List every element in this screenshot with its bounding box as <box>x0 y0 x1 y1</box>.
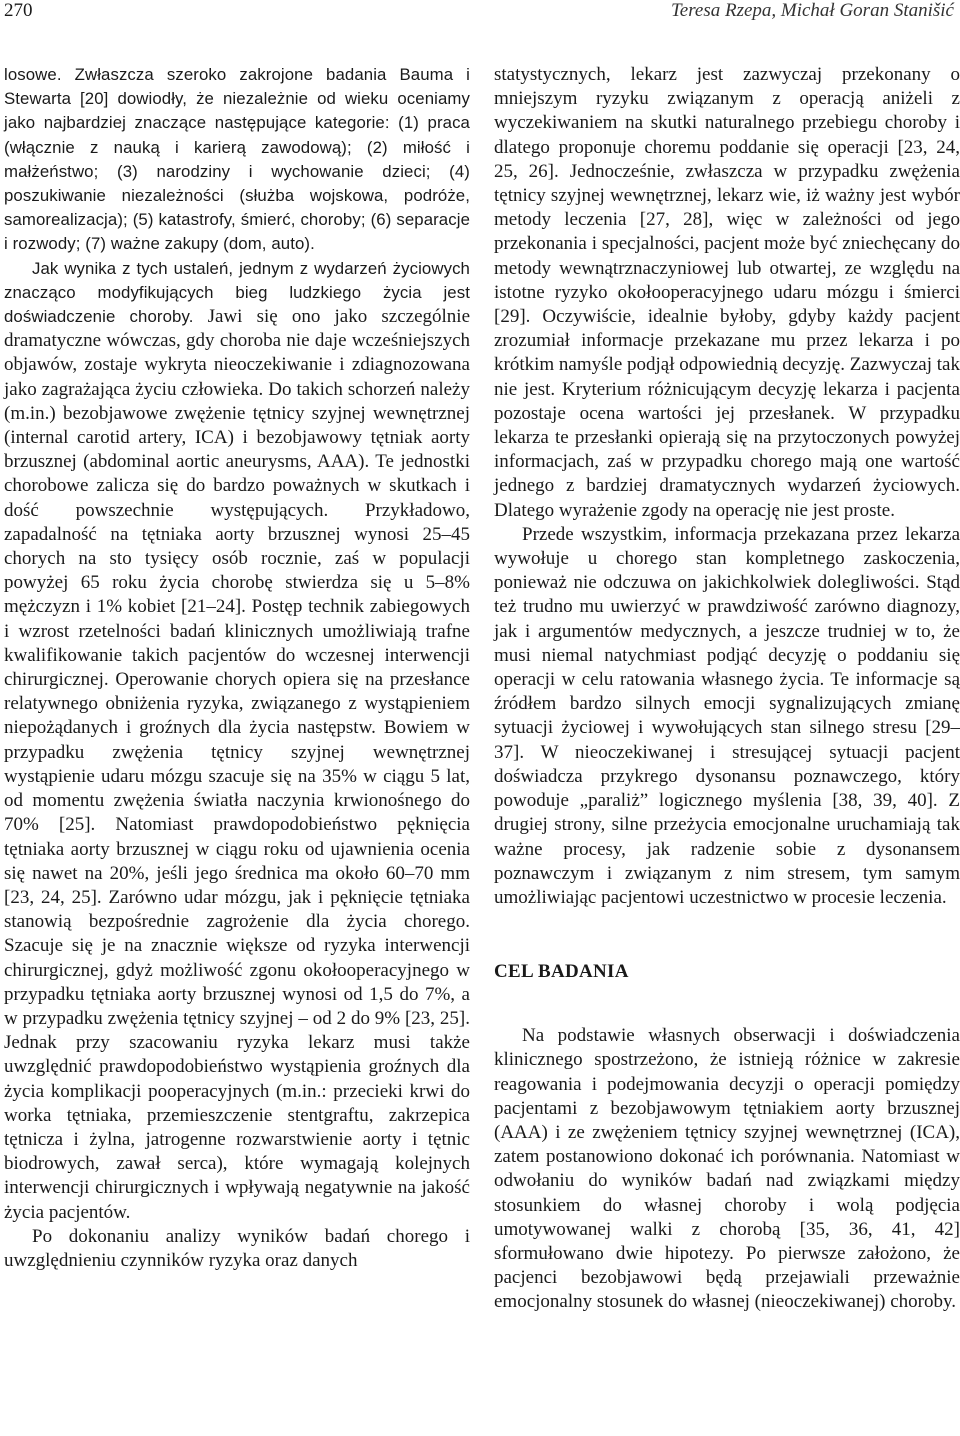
paragraph-patient-surprise: Przede wszystkim, informacja przekazana przez lekarza wywołuje u chorego stan kompletnego zaskoczenia, ponieważ nie odczuwa on jakichkolwiek dolegliwości. Stąd też trudno mu uwierzyć w prawdziwość zarówno diagnozy, jak i argumentów medycznych, a jeszcze trudniej w to, że musi niemal natychmiast podjąć decyzję o poddaniu się operacji w celu ratowania własnego życia. Te informacje są źródłem bardzo silnych emocji sygnalizujących zmianę sytuacji życiowej i wywołujących stan silnego stresu [29–37]. W nieoczekiwanej i stresującej sytuacji pacjent doświadcza przykrego dysonansu poznawczego, który powoduje „paraliż” logicznego myślenia [38, 39, 40]. Z drugiej strony, silne przeżycia emocjonalne uruchamiają tak ważne procesy, jak radzenie sobie z dysonansem poznawczym i związanym z nim stresem, tym samym umożliwiając pacjentowi uczestnictwo w procesie leczenia. <box>494 523 960 908</box>
page-number: 270 <box>4 0 33 21</box>
paragraph-lead-sentence: Jak wynika z tych ustaleń, jednym z wydarzeń życiowych znacząco modyfikujących bieg ludzkiego życia jest doświadczenie choroby. <box>4 258 470 327</box>
running-head-authors: Teresa Rzepa, Michał Goran Stanišić <box>670 0 954 21</box>
paragraph-asymptomatic-disease <box>4 257 470 1225</box>
right-column <box>494 63 960 1315</box>
paragraph-analysis-start: Po dokonaniu analizy wyników badań chorego i uwzględnieniu czynników ryzyka oraz danych <box>4 1225 470 1271</box>
paragraph-doctor-conviction: statystycznych, lekarz jest zazwyczaj przekonany o mniejszym ryzyku związanym z operacją aniżeli z wyczekiwaniem na skutki naturalnego przebiegu choroby i dlatego proponuje choremu poddanie się operacji [23, 24, 25, 26]. Jednocześnie, zwłaszcza w przypadku zwężenia tętnicy szyjnej wewnętrznej, lekarz wie, iż ważny jest wybór metody leczenia [27, 28], więc w zależności od jego przekonania i specjalności, pacjent może być zniechęcany do metody wewnątrznaczyniowej lub otwartej, ze względu na istotne ryzyko okołooperacyjnego udaru mózgu i śmierci [29]. Oczywiście, idealnie byłoby, gdyby każdy pacjent zrozumiał informacje przekazane mu przez lekarza i po krótkim namyśle podjął odpowiednią decyzję. Zazwyczaj tak nie jest. Kryterium różnicującym decyzję lekarza i pacjenta pozostaje ocena wartości jej przesłanek. W przypadku lekarza te przesłanki opierają się na przytoczonych powyżej informacjach, zaś w przypadku chorego mają one wartość jednego z bardziej dramatycznych wydarzeń życiowych. Dlatego wyrażenie zgody na operację nie jest proste. <box>494 64 960 521</box>
paragraph-body: Jawi się ono jako szczególnie dramatyczne wówczas, gdy choroba nie daje wcześniejszych objawów, zostaje wykryta nieoczekiwanie i zdiagnozowana jako zagrażająca życiu człowieka. Do takich schorzeń należy (m.in.) bezobjawowe zwężenie tętnicy szyjnej wewnętrznej (internal carotid artery, ICA) i bezobjawowy tętniak aorty brzusznej (abdominal aortic aneurysms, AAA). Te jednostki chorobowe zalicza się do bardzo poważnych w skutkach i dość powszechnie występujących. Przykładowo, zapadalność na tętniaka aorty brzusznej wynosi 25–45 chorych na sto tysięcy osób rocznie, zaś w populacji powyżej 65 roku życia chorobę stwierdza się u 5–8% mężczyzn i 1% kobiet [21–24]. Postęp technik zabiegowych i wzrost rzetelności badań klinicznych umożliwiają trafne kwalifikowanie takich pacjentów do wczesnej interwencji chirurgicznej. Operowanie chorych opiera się na przesłance relatywnego obniżenia ryzyka, związanego z wystąpieniem niepożądanych i groźnych dla życia następstw. Bowiem w przypadku zwężenia tętnicy szyjnej wewnętrznej wystąpienie udaru mózgu szacuje się na 35% w ciągu 5 lat, od momentu zwężenia światła naczynia krwionośnego do 70% [25]. Natomiast prawdopodobieństwo pęknięcia tętniaka aorty brzusznej w ciągu roku od ujawnienia ocenia się nawet na 20%, jeśli jego średnica ma około 60–70 mm [23, 24, 25]. Zarówno udar mózgu, jak i pęknięcie tętniaka stanowią bezpośrednie zagrożenie dla życia chorego. Szacuje się je na znacznie większe od ryzyka interwencji chirurgicznej, gdyż możliwość zgonu okołooperacyjnego w przypadku tętniaka aorty brzusznej wynosi od 1,5 do 7%, a w przypadku zwężenia tętnicy szyjnej – od 2 do 9% [23, 25]. Jednak przy szacowaniu ryzyka lekarz musi także uwzględnić prawdopodobieństwo wystąpienia groźnych dla życia komplikacji pooperacyjnych (m.in.: przecieki krwi do worka tętniaka, przemieszczenie stentgraftu, zakrzepica tętnicza i żylna, jatrogenne rozwarstwienie aorty i tętnic biodrowych, zawał serca), które wymagają kolejnych interwencji chirurgicznych i wpływają negatywnie na jakość życia pacjentów. <box>4 306 470 1223</box>
section-heading-study-aim: CEL BADANIA <box>494 961 629 983</box>
page-header <box>0 0 960 40</box>
paragraph-life-events-categories: losowe. Zwłaszcza szeroko zakrojone badania Bauma i Stewarta [20] dowiodły, że niezależnie od wieku oceniamy jako najbardziej znaczące następujące kategorie: (1) praca (włącznie z nauką i karierą zawodową); (2) miłość i małżeństwo; (3) narodziny i wychowanie dzieci; (4) poszukiwanie niezależności (służba wojskowa, podróże, samorealizacja); (5) katastrofy, śmierć, choroby; (6) separacje i rozwody; (7) ważne zakupy (dom, auto). <box>4 65 470 254</box>
paragraph-study-aim: Na podstawie własnych obserwacji i doświadczenia klinicznego spostrzeżono, że istnieją różnice w zakresie reagowania i podejmowania decyzji o operacji pomiędzy pacjentami z bezobjawowym tętniakiem aorty brzusznej (AAA) i ze zwężeniem tętnicy szyjnej wewnętrznej (ICA), zatem postanowiono dokonać ich porównania. Natomiast w odwołaniu do wyników badań nad związkami między stosunkiem do własnej choroby i wolą podjęcia umotywowanej walki z chorobą [35, 36, 41, 42] sformułowano dwie hipotezy. Po pierwsze założono, że pacjenci bezobjawowi będą przejawiali przeważnie emocjonalny stosunek do własnej (nieoczekiwanej) choroby. <box>494 1025 960 1313</box>
left-column <box>4 63 470 1273</box>
